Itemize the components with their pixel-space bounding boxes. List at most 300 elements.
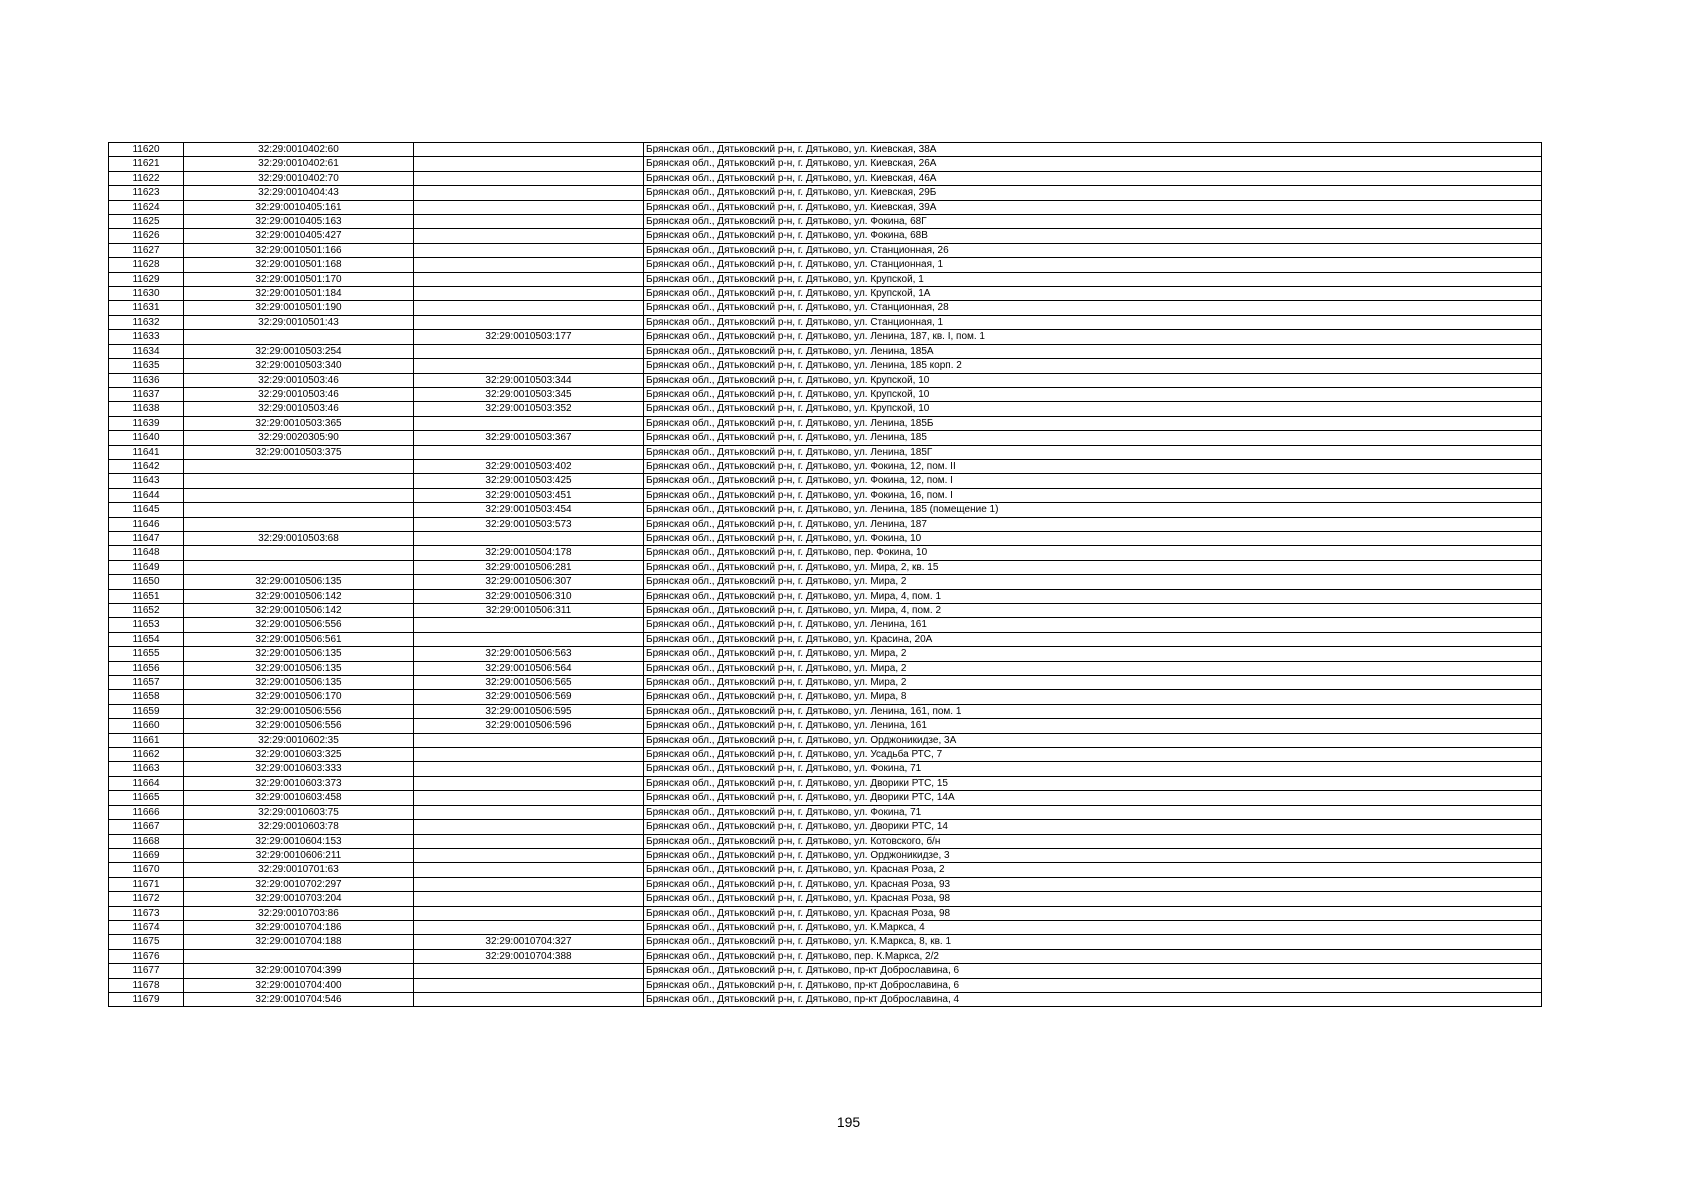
object-cadastral-number-cell	[414, 258, 644, 272]
cadastral-number-cell: 32:29:0010503:254	[184, 344, 414, 358]
table-row	[109, 459, 1542, 473]
object-cadastral-number-cell: 32:29:0010506:565	[414, 676, 644, 690]
object-cadastral-number-cell	[414, 964, 644, 978]
address-cell: Брянская обл., Дятьковский р-н, г. Дятьково, ул. Станционная, 1	[644, 258, 1542, 272]
cadastral-number-cell: 32:29:0010506:556	[184, 719, 414, 733]
cadastral-number-cell: 32:29:0010501:166	[184, 243, 414, 257]
table-row	[109, 287, 1542, 301]
row-number-cell: 11641	[109, 445, 184, 459]
object-cadastral-number-cell	[414, 618, 644, 632]
object-cadastral-number-cell	[414, 992, 644, 1006]
address-cell: Брянская обл., Дятьковский р-н, г. Дятьково, ул. Крупской, 10	[644, 402, 1542, 416]
table-row	[109, 258, 1542, 272]
cadastral-number-cell	[184, 503, 414, 517]
address-cell: Брянская обл., Дятьковский р-н, г. Дятьково, ул. Мира, 4, пом. 2	[644, 604, 1542, 618]
address-cell: Брянская обл., Дятьковский р-н, г. Дятьково, ул. Киевская, 26А	[644, 157, 1542, 171]
address-cell: Брянская обл., Дятьковский р-н, г. Дятьково, ул. Ленина, 185	[644, 431, 1542, 445]
address-cell: Брянская обл., Дятьковский р-н, г. Дятьково, пр-кт Доброславина, 4	[644, 992, 1542, 1006]
cadastral-number-cell: 32:29:0010402:70	[184, 171, 414, 185]
cadastral-number-cell	[184, 560, 414, 574]
cadastral-number-cell: 32:29:0010506:142	[184, 589, 414, 603]
cadastral-number-cell: 32:29:0010503:46	[184, 373, 414, 387]
cadastral-number-cell	[184, 517, 414, 531]
object-cadastral-number-cell	[414, 229, 644, 243]
object-cadastral-number-cell: 32:29:0010506:307	[414, 575, 644, 589]
address-cell: Брянская обл., Дятьковский р-н, г. Дятьково, ул. Фокина, 71	[644, 762, 1542, 776]
table-row	[109, 906, 1542, 920]
object-cadastral-number-cell: 32:29:0010503:367	[414, 431, 644, 445]
cadastral-number-cell: 32:29:0020305:90	[184, 431, 414, 445]
cadastral-number-cell: 32:29:0010603:373	[184, 776, 414, 790]
object-cadastral-number-cell	[414, 359, 644, 373]
cadastral-number-cell: 32:29:0010701:63	[184, 863, 414, 877]
cadastral-number-cell: 32:29:0010506:135	[184, 647, 414, 661]
table-row	[109, 949, 1542, 963]
table-row	[109, 301, 1542, 315]
cadastral-number-cell: 32:29:0010603:458	[184, 791, 414, 805]
table-row	[109, 834, 1542, 848]
address-cell: Брянская обл., Дятьковский р-н, г. Дятьково, ул. Фокина, 12, пом. II	[644, 459, 1542, 473]
table-row	[109, 445, 1542, 459]
address-cell: Брянская обл., Дятьковский р-н, г. Дятьково, ул. Крупской, 1А	[644, 287, 1542, 301]
table-row	[109, 776, 1542, 790]
address-cell: Брянская обл., Дятьковский р-н, г. Дятьково, ул. Мира, 2	[644, 575, 1542, 589]
row-number-cell: 11676	[109, 949, 184, 963]
cadastral-number-cell: 32:29:0010506:135	[184, 676, 414, 690]
row-number-cell: 11632	[109, 315, 184, 329]
cadastral-number-cell: 32:29:0010704:399	[184, 964, 414, 978]
row-number-cell: 11658	[109, 690, 184, 704]
cadastral-number-cell: 32:29:0010703:204	[184, 892, 414, 906]
address-cell: Брянская обл., Дятьковский р-н, г. Дятьково, ул. Киевская, 38А	[644, 143, 1542, 157]
address-cell: Брянская обл., Дятьковский р-н, г. Дятьково, пер. К.Маркса, 2/2	[644, 949, 1542, 963]
object-cadastral-number-cell: 32:29:0010503:451	[414, 488, 644, 502]
table-row	[109, 733, 1542, 747]
table-row	[109, 647, 1542, 661]
table-row	[109, 805, 1542, 819]
cadastral-number-cell	[184, 488, 414, 502]
object-cadastral-number-cell: 32:29:0010506:310	[414, 589, 644, 603]
object-cadastral-number-cell	[414, 157, 644, 171]
table-row	[109, 387, 1542, 401]
row-number-cell: 11672	[109, 892, 184, 906]
address-cell: Брянская обл., Дятьковский р-н, г. Дятьково, ул. Орджоникидзе, 3	[644, 848, 1542, 862]
row-number-cell: 11650	[109, 575, 184, 589]
row-number-cell: 11671	[109, 877, 184, 891]
table-row	[109, 719, 1542, 733]
row-number-cell: 11661	[109, 733, 184, 747]
registry-table	[108, 142, 1542, 1007]
object-cadastral-number-cell	[414, 445, 644, 459]
cadastral-number-cell: 32:29:0010702:297	[184, 877, 414, 891]
object-cadastral-number-cell	[414, 748, 644, 762]
address-cell: Брянская обл., Дятьковский р-н, г. Дятьково, ул. Усадьба РТС, 7	[644, 748, 1542, 762]
object-cadastral-number-cell	[414, 776, 644, 790]
row-number-cell: 11621	[109, 157, 184, 171]
page-number: 195	[836, 1114, 861, 1130]
object-cadastral-number-cell	[414, 762, 644, 776]
table-row	[109, 474, 1542, 488]
table-row	[109, 589, 1542, 603]
cadastral-number-cell: 32:29:0010405:161	[184, 200, 414, 214]
object-cadastral-number-cell: 32:29:0010503:345	[414, 387, 644, 401]
cadastral-number-cell: 32:29:0010405:427	[184, 229, 414, 243]
object-cadastral-number-cell	[414, 892, 644, 906]
cadastral-number-cell: 32:29:0010603:333	[184, 762, 414, 776]
cadastral-number-cell: 32:29:0010503:375	[184, 445, 414, 459]
address-cell: Брянская обл., Дятьковский р-н, г. Дятьково, ул. Станционная, 1	[644, 315, 1542, 329]
row-number-cell: 11666	[109, 805, 184, 819]
row-number-cell: 11659	[109, 704, 184, 718]
row-number-cell: 11652	[109, 604, 184, 618]
object-cadastral-number-cell: 32:29:0010506:595	[414, 704, 644, 718]
object-cadastral-number-cell	[414, 978, 644, 992]
object-cadastral-number-cell: 32:29:0010506:564	[414, 661, 644, 675]
row-number-cell: 11638	[109, 402, 184, 416]
address-cell: Брянская обл., Дятьковский р-н, г. Дятьково, ул. Станционная, 26	[644, 243, 1542, 257]
cadastral-number-cell: 32:29:0010506:556	[184, 618, 414, 632]
object-cadastral-number-cell	[414, 287, 644, 301]
table-row	[109, 762, 1542, 776]
address-cell: Брянская обл., Дятьковский р-н, г. Дятьково, пр-кт Доброславина, 6	[644, 978, 1542, 992]
cadastral-number-cell: 32:29:0010506:142	[184, 604, 414, 618]
address-cell: Брянская обл., Дятьковский р-н, г. Дятьково, ул. Ленина, 185 (помещение 1)	[644, 503, 1542, 517]
address-cell: Брянская обл., Дятьковский р-н, г. Дятьково, ул. Орджоникидзе, 3А	[644, 733, 1542, 747]
row-number-cell: 11627	[109, 243, 184, 257]
table-row	[109, 604, 1542, 618]
address-cell: Брянская обл., Дятьковский р-н, г. Дятьково, ул. Мира, 2	[644, 661, 1542, 675]
table-row	[109, 560, 1542, 574]
row-number-cell: 11668	[109, 834, 184, 848]
address-cell: Брянская обл., Дятьковский р-н, г. Дятьково, ул. Киевская, 29Б	[644, 186, 1542, 200]
object-cadastral-number-cell	[414, 733, 644, 747]
address-cell: Брянская обл., Дятьковский р-н, г. Дятьково, ул. Крупской, 10	[644, 373, 1542, 387]
row-number-cell: 11662	[109, 748, 184, 762]
address-cell: Брянская обл., Дятьковский р-н, г. Дятьково, ул. Мира, 2	[644, 647, 1542, 661]
row-number-cell: 11647	[109, 531, 184, 545]
table-row	[109, 200, 1542, 214]
object-cadastral-number-cell: 32:29:0010506:596	[414, 719, 644, 733]
address-cell: Брянская обл., Дятьковский р-н, г. Дятьково, ул. Фокина, 12, пом. I	[644, 474, 1542, 488]
address-cell: Брянская обл., Дятьковский р-н, г. Дятьково, ул. К.Маркса, 4	[644, 920, 1542, 934]
row-number-cell: 11660	[109, 719, 184, 733]
row-number-cell: 11633	[109, 330, 184, 344]
object-cadastral-number-cell: 32:29:0010503:352	[414, 402, 644, 416]
address-cell: Брянская обл., Дятьковский р-н, г. Дятьково, ул. Крупской, 1	[644, 272, 1542, 286]
cadastral-number-cell: 32:29:0010501:190	[184, 301, 414, 315]
row-number-cell: 11646	[109, 517, 184, 531]
object-cadastral-number-cell: 32:29:0010704:327	[414, 935, 644, 949]
table-row	[109, 344, 1542, 358]
table-row	[109, 517, 1542, 531]
row-number-cell: 11630	[109, 287, 184, 301]
row-number-cell: 11648	[109, 546, 184, 560]
address-cell: Брянская обл., Дятьковский р-н, г. Дятьково, ул. Дворики РТС, 15	[644, 776, 1542, 790]
cadastral-number-cell: 32:29:0010603:78	[184, 820, 414, 834]
cadastral-number-cell	[184, 546, 414, 560]
address-cell: Брянская обл., Дятьковский р-н, г. Дятьково, ул. Ленина, 185Г	[644, 445, 1542, 459]
address-cell: Брянская обл., Дятьковский р-н, г. Дятьково, ул. Киевская, 46А	[644, 171, 1542, 185]
cadastral-number-cell: 32:29:0010503:46	[184, 402, 414, 416]
table-row	[109, 848, 1542, 862]
row-number-cell: 11640	[109, 431, 184, 445]
cadastral-number-cell: 32:29:0010704:188	[184, 935, 414, 949]
cadastral-number-cell: 32:29:0010405:163	[184, 215, 414, 229]
table-row	[109, 330, 1542, 344]
table-row	[109, 791, 1542, 805]
table-row	[109, 877, 1542, 891]
table-row	[109, 748, 1542, 762]
object-cadastral-number-cell	[414, 791, 644, 805]
cadastral-number-cell: 32:29:0010501:168	[184, 258, 414, 272]
cadastral-number-cell: 32:29:0010704:400	[184, 978, 414, 992]
registry-table-body	[109, 143, 1542, 1007]
row-number-cell: 11670	[109, 863, 184, 877]
row-number-cell: 11643	[109, 474, 184, 488]
row-number-cell: 11623	[109, 186, 184, 200]
cadastral-number-cell: 32:29:0010501:184	[184, 287, 414, 301]
cadastral-number-cell: 32:29:0010704:186	[184, 920, 414, 934]
object-cadastral-number-cell	[414, 143, 644, 157]
object-cadastral-number-cell	[414, 171, 644, 185]
table-row	[109, 676, 1542, 690]
address-cell: Брянская обл., Дятьковский р-н, г. Дятьково, ул. Киевская, 39А	[644, 200, 1542, 214]
address-cell: Брянская обл., Дятьковский р-н, г. Дятьково, ул. Ленина, 161	[644, 618, 1542, 632]
table-row	[109, 402, 1542, 416]
address-cell: Брянская обл., Дятьковский р-н, г. Дятьково, ул. Станционная, 28	[644, 301, 1542, 315]
object-cadastral-number-cell	[414, 834, 644, 848]
table-row	[109, 820, 1542, 834]
object-cadastral-number-cell: 32:29:0010506:569	[414, 690, 644, 704]
address-cell: Брянская обл., Дятьковский р-н, г. Дятьково, ул. Красина, 20А	[644, 632, 1542, 646]
row-number-cell: 11625	[109, 215, 184, 229]
cadastral-number-cell: 32:29:0010704:546	[184, 992, 414, 1006]
address-cell: Брянская обл., Дятьковский р-н, г. Дятьково, пр-кт Доброславина, 6	[644, 964, 1542, 978]
address-cell: Брянская обл., Дятьковский р-н, г. Дятьково, ул. Ленина, 187	[644, 517, 1542, 531]
row-number-cell: 11655	[109, 647, 184, 661]
cadastral-number-cell: 32:29:0010506:135	[184, 575, 414, 589]
object-cadastral-number-cell	[414, 272, 644, 286]
table-row	[109, 992, 1542, 1006]
object-cadastral-number-cell	[414, 805, 644, 819]
row-number-cell: 11678	[109, 978, 184, 992]
row-number-cell: 11642	[109, 459, 184, 473]
cadastral-number-cell: 32:29:0010404:43	[184, 186, 414, 200]
table-row	[109, 863, 1542, 877]
cadastral-number-cell	[184, 474, 414, 488]
table-row	[109, 935, 1542, 949]
table-row	[109, 632, 1542, 646]
cadastral-number-cell: 32:29:0010503:365	[184, 416, 414, 430]
object-cadastral-number-cell: 32:29:0010503:177	[414, 330, 644, 344]
address-cell: Брянская обл., Дятьковский р-н, г. Дятьково, ул. Ленина, 187, кв. I, пом. 1	[644, 330, 1542, 344]
object-cadastral-number-cell: 32:29:0010503:402	[414, 459, 644, 473]
object-cadastral-number-cell	[414, 315, 644, 329]
address-cell: Брянская обл., Дятьковский р-н, г. Дятьково, ул. Красная Роза, 98	[644, 906, 1542, 920]
row-number-cell: 11653	[109, 618, 184, 632]
row-number-cell: 11622	[109, 171, 184, 185]
row-number-cell: 11667	[109, 820, 184, 834]
table-row	[109, 618, 1542, 632]
cadastral-number-cell: 32:29:0010506:135	[184, 661, 414, 675]
object-cadastral-number-cell	[414, 531, 644, 545]
address-cell: Брянская обл., Дятьковский р-н, г. Дятьково, ул. Красная Роза, 93	[644, 877, 1542, 891]
row-number-cell: 11651	[109, 589, 184, 603]
table-row	[109, 229, 1542, 243]
row-number-cell: 11663	[109, 762, 184, 776]
cadastral-number-cell: 32:29:0010602:35	[184, 733, 414, 747]
address-cell: Брянская обл., Дятьковский р-н, г. Дятьково, ул. Крупской, 10	[644, 387, 1542, 401]
row-number-cell: 11664	[109, 776, 184, 790]
table-row	[109, 978, 1542, 992]
object-cadastral-number-cell: 32:29:0010503:573	[414, 517, 644, 531]
row-number-cell: 11639	[109, 416, 184, 430]
cadastral-number-cell: 32:29:0010604:153	[184, 834, 414, 848]
row-number-cell: 11665	[109, 791, 184, 805]
address-cell: Брянская обл., Дятьковский р-н, г. Дятьково, ул. Красная Роза, 98	[644, 892, 1542, 906]
table-row	[109, 215, 1542, 229]
row-number-cell: 11679	[109, 992, 184, 1006]
table-row	[109, 157, 1542, 171]
cadastral-number-cell: 32:29:0010506:556	[184, 704, 414, 718]
address-cell: Брянская обл., Дятьковский р-н, г. Дятьково, ул. Ленина, 161, пом. 1	[644, 704, 1542, 718]
row-number-cell: 11673	[109, 906, 184, 920]
object-cadastral-number-cell	[414, 416, 644, 430]
cadastral-number-cell: 32:29:0010503:340	[184, 359, 414, 373]
table-row	[109, 373, 1542, 387]
row-number-cell: 11669	[109, 848, 184, 862]
object-cadastral-number-cell	[414, 920, 644, 934]
object-cadastral-number-cell: 32:29:0010704:388	[414, 949, 644, 963]
table-row	[109, 431, 1542, 445]
table-row	[109, 704, 1542, 718]
object-cadastral-number-cell: 32:29:0010503:454	[414, 503, 644, 517]
object-cadastral-number-cell	[414, 200, 644, 214]
table-row	[109, 416, 1542, 430]
address-cell: Брянская обл., Дятьковский р-н, г. Дятьково, пер. Фокина, 10	[644, 546, 1542, 560]
table-row	[109, 171, 1542, 185]
cadastral-number-cell: 32:29:0010501:170	[184, 272, 414, 286]
object-cadastral-number-cell: 32:29:0010506:563	[414, 647, 644, 661]
row-number-cell: 11677	[109, 964, 184, 978]
address-cell: Брянская обл., Дятьковский р-н, г. Дятьково, ул. Дворики РТС, 14А	[644, 791, 1542, 805]
object-cadastral-number-cell	[414, 863, 644, 877]
table-row	[109, 315, 1542, 329]
address-cell: Брянская обл., Дятьковский р-н, г. Дятьково, ул. Ленина, 185 корп. 2	[644, 359, 1542, 373]
row-number-cell: 11628	[109, 258, 184, 272]
object-cadastral-number-cell	[414, 848, 644, 862]
table-row	[109, 546, 1542, 560]
object-cadastral-number-cell: 32:29:0010504:178	[414, 546, 644, 560]
address-cell: Брянская обл., Дятьковский р-н, г. Дятьково, ул. Фокина, 16, пом. I	[644, 488, 1542, 502]
object-cadastral-number-cell	[414, 820, 644, 834]
row-number-cell: 11629	[109, 272, 184, 286]
cadastral-number-cell: 32:29:0010506:170	[184, 690, 414, 704]
address-cell: Брянская обл., Дятьковский р-н, г. Дятьково, ул. Ленина, 185Б	[644, 416, 1542, 430]
cadastral-number-cell: 32:29:0010402:60	[184, 143, 414, 157]
cadastral-number-cell: 32:29:0010603:325	[184, 748, 414, 762]
row-number-cell: 11657	[109, 676, 184, 690]
table-row	[109, 272, 1542, 286]
object-cadastral-number-cell	[414, 906, 644, 920]
cadastral-number-cell: 32:29:0010402:61	[184, 157, 414, 171]
address-cell: Брянская обл., Дятьковский р-н, г. Дятьково, ул. Мира, 2, кв. 15	[644, 560, 1542, 574]
row-number-cell: 11674	[109, 920, 184, 934]
row-number-cell: 11649	[109, 560, 184, 574]
row-number-cell: 11675	[109, 935, 184, 949]
row-number-cell: 11654	[109, 632, 184, 646]
object-cadastral-number-cell: 32:29:0010506:281	[414, 560, 644, 574]
cadastral-number-cell	[184, 330, 414, 344]
object-cadastral-number-cell: 32:29:0010506:311	[414, 604, 644, 618]
table-row	[109, 690, 1542, 704]
cadastral-number-cell: 32:29:0010503:68	[184, 531, 414, 545]
object-cadastral-number-cell	[414, 877, 644, 891]
address-cell: Брянская обл., Дятьковский р-н, г. Дятьково, ул. Красная Роза, 2	[644, 863, 1542, 877]
address-cell: Брянская обл., Дятьковский р-н, г. Дятьково, ул. Фокина, 71	[644, 805, 1542, 819]
table-row	[109, 503, 1542, 517]
row-number-cell: 11624	[109, 200, 184, 214]
object-cadastral-number-cell	[414, 186, 644, 200]
table-row	[109, 661, 1542, 675]
row-number-cell: 11656	[109, 661, 184, 675]
object-cadastral-number-cell: 32:29:0010503:425	[414, 474, 644, 488]
address-cell: Брянская обл., Дятьковский р-н, г. Дятьково, ул. Ленина, 185А	[644, 344, 1542, 358]
cadastral-number-cell	[184, 459, 414, 473]
address-cell: Брянская обл., Дятьковский р-н, г. Дятьково, ул. Мира, 4, пом. 1	[644, 589, 1542, 603]
address-cell: Брянская обл., Дятьковский р-н, г. Дятьково, ул. Фокина, 68Г	[644, 215, 1542, 229]
address-cell: Брянская обл., Дятьковский р-н, г. Дятьково, ул. Фокина, 10	[644, 531, 1542, 545]
table-row	[109, 892, 1542, 906]
object-cadastral-number-cell	[414, 215, 644, 229]
object-cadastral-number-cell	[414, 344, 644, 358]
table-row	[109, 920, 1542, 934]
table-row	[109, 575, 1542, 589]
object-cadastral-number-cell	[414, 632, 644, 646]
row-number-cell: 11637	[109, 387, 184, 401]
table-row	[109, 243, 1542, 257]
table-row	[109, 488, 1542, 502]
table-row	[109, 143, 1542, 157]
address-cell: Брянская обл., Дятьковский р-н, г. Дятьково, ул. Фокина, 68В	[644, 229, 1542, 243]
object-cadastral-number-cell	[414, 243, 644, 257]
table-row	[109, 359, 1542, 373]
row-number-cell: 11626	[109, 229, 184, 243]
row-number-cell: 11645	[109, 503, 184, 517]
address-cell: Брянская обл., Дятьковский р-н, г. Дятьково, ул. К.Маркса, 8, кв. 1	[644, 935, 1542, 949]
cadastral-number-cell: 32:29:0010703:86	[184, 906, 414, 920]
row-number-cell: 11635	[109, 359, 184, 373]
table-row	[109, 531, 1542, 545]
cadastral-number-cell: 32:29:0010603:75	[184, 805, 414, 819]
table-row	[109, 964, 1542, 978]
row-number-cell: 11636	[109, 373, 184, 387]
address-cell: Брянская обл., Дятьковский р-н, г. Дятьково, ул. Мира, 2	[644, 676, 1542, 690]
cadastral-number-cell	[184, 949, 414, 963]
address-cell: Брянская обл., Дятьковский р-н, г. Дятьково, ул. Мира, 8	[644, 690, 1542, 704]
address-cell: Брянская обл., Дятьковский р-н, г. Дятьково, ул. Ленина, 161	[644, 719, 1542, 733]
cadastral-number-cell: 32:29:0010501:43	[184, 315, 414, 329]
address-cell: Брянская обл., Дятьковский р-н, г. Дятьково, ул. Котовского, б/н	[644, 834, 1542, 848]
cadastral-number-cell: 32:29:0010506:561	[184, 632, 414, 646]
object-cadastral-number-cell: 32:29:0010503:344	[414, 373, 644, 387]
row-number-cell: 11644	[109, 488, 184, 502]
object-cadastral-number-cell	[414, 301, 644, 315]
row-number-cell: 11631	[109, 301, 184, 315]
row-number-cell: 11620	[109, 143, 184, 157]
address-cell: Брянская обл., Дятьковский р-н, г. Дятьково, ул. Дворики РТС, 14	[644, 820, 1542, 834]
table-row	[109, 186, 1542, 200]
